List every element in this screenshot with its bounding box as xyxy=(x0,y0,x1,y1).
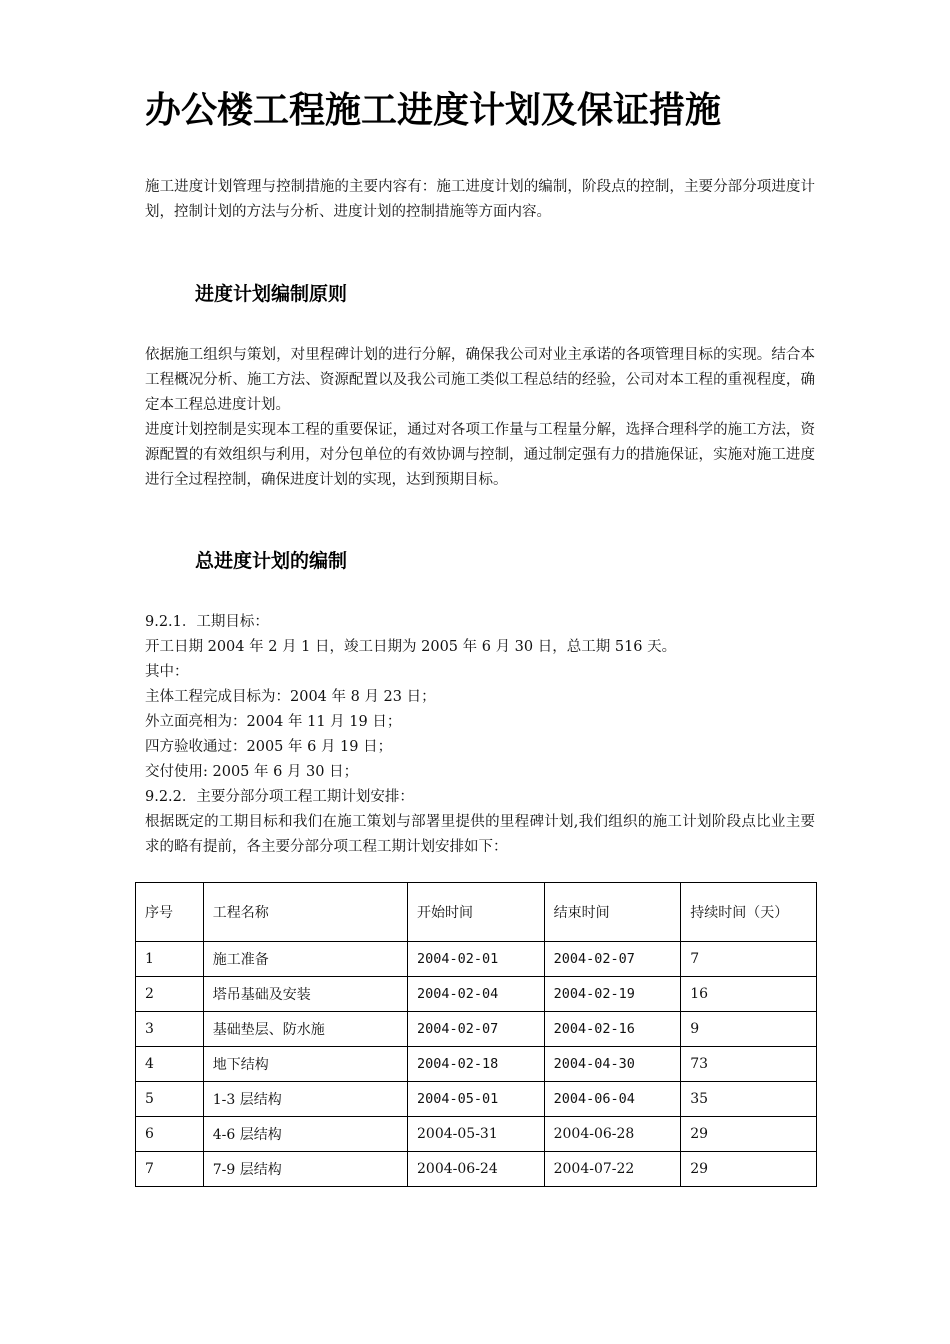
table-row xyxy=(136,977,817,1012)
table-row xyxy=(136,1012,817,1047)
table-header-row xyxy=(136,883,817,942)
schedule-closing-paragraph: 根据既定的工期目标和我们在施工策划与部署里提供的里程碑计划,我们组织的施工计划阶段点比业主要求的略有提前，各主要分部分项工程工期计划安排如下： xyxy=(145,814,815,855)
schedule-line: 主体工程完成目标为：2004 年 8 月 23 日； xyxy=(145,689,436,705)
principles-paragraph-2: 进度计划控制是实现本工程的重要保证，通过对各项工作量与工程量分解，选择合理科学的施工方法，资源配置的有效组织与利用，对分包单位的有效协调与控制，通过制定强有力的措施保证，实施对施工进度进行全过程控制，确保进度计划的实现，达到预期目标。 xyxy=(145,422,815,488)
cell-duration: 35 xyxy=(681,1082,817,1117)
cell-name: 施工准备 xyxy=(203,942,407,977)
cell-duration: 16 xyxy=(681,977,817,1012)
table-row xyxy=(136,1047,817,1082)
schedule-line: 开工日期 2004 年 2 月 1 日，竣工日期为 2005 年 6 月 30 日，总工期 516 天。 xyxy=(145,639,677,655)
schedule-line: 其中： xyxy=(145,664,189,680)
cell-name: 地下结构 xyxy=(203,1047,407,1082)
cell-name: 4-6 层结构 xyxy=(203,1117,407,1152)
header-cell-start: 开始时间 xyxy=(408,883,545,942)
cell-name: 7-9 层结构 xyxy=(203,1152,407,1187)
schedule-line: 四方验收通过：2005 年 6 月 19 日； xyxy=(145,739,393,755)
cell-start: 2004-02-01 xyxy=(408,942,545,977)
cell-index: 5 xyxy=(136,1082,204,1117)
cell-start: 2004-02-04 xyxy=(408,977,545,1012)
cell-end: 2004-02-16 xyxy=(544,1012,681,1047)
section-heading-master-schedule: 总进度计划的编制 xyxy=(195,550,348,572)
document-title: 办公楼工程施工进度计划及保证措施 xyxy=(145,90,722,131)
cell-index: 1 xyxy=(136,942,204,977)
cell-index: 3 xyxy=(136,1012,204,1047)
cell-duration: 73 xyxy=(681,1047,817,1082)
cell-index: 7 xyxy=(136,1152,204,1187)
cell-end: 2004-02-07 xyxy=(544,942,681,977)
schedule-table xyxy=(135,882,817,1187)
cell-duration: 29 xyxy=(681,1117,817,1152)
cell-name: 塔吊基础及安装 xyxy=(203,977,407,1012)
header-cell-duration: 持续时间（天） xyxy=(681,883,817,942)
cell-index: 4 xyxy=(136,1047,204,1082)
schedule-line: 9.2.2．主要分部分项工程工期计划安排： xyxy=(145,789,414,805)
cell-index: 6 xyxy=(136,1117,204,1152)
principles-paragraph-1: 依据施工组织与策划，对里程碑计划的进行分解，确保我公司对业主承诺的各项管理目标的实现。结合本工程概况分析、施工方法、资源配置以及我公司施工类似工程总结的经验，公司对本工程的重视程度，确定本工程总进度计划。 xyxy=(145,347,815,413)
cell-duration: 7 xyxy=(681,942,817,977)
table-row xyxy=(136,1152,817,1187)
header-cell-end: 结束时间 xyxy=(544,883,681,942)
cell-end: 2004-06-28 xyxy=(544,1117,681,1152)
cell-duration: 29 xyxy=(681,1152,817,1187)
header-cell-index: 序号 xyxy=(136,883,204,942)
cell-start: 2004-05-01 xyxy=(408,1082,545,1117)
cell-name: 基础垫层、防水施 xyxy=(203,1012,407,1047)
section-heading-principles: 进度计划编制原则 xyxy=(195,283,348,305)
cell-end: 2004-06-04 xyxy=(544,1082,681,1117)
cell-start: 2004-02-07 xyxy=(408,1012,545,1047)
header-cell-name: 工程名称 xyxy=(203,883,407,942)
schedule-line: 9.2.1．工期目标： xyxy=(145,614,269,630)
schedule-line: 外立面亮相为：2004 年 11 月 19 日； xyxy=(145,714,402,730)
cell-end: 2004-07-22 xyxy=(544,1152,681,1187)
table-row xyxy=(136,1082,817,1117)
cell-start: 2004-05-31 xyxy=(408,1117,545,1152)
cell-duration: 9 xyxy=(681,1012,817,1047)
table-row xyxy=(136,1117,817,1152)
cell-start: 2004-06-24 xyxy=(408,1152,545,1187)
cell-index: 2 xyxy=(136,977,204,1012)
cell-end: 2004-04-30 xyxy=(544,1047,681,1082)
cell-start: 2004-02-18 xyxy=(408,1047,545,1082)
intro-paragraph: 施工进度计划管理与控制措施的主要内容有：施工进度计划的编制，阶段点的控制，主要分部分项进度计划，控制计划的方法与分析、进度计划的控制措施等方面内容。 xyxy=(145,179,815,220)
cell-name: 1-3 层结构 xyxy=(203,1082,407,1117)
table-row xyxy=(136,942,817,977)
cell-end: 2004-02-19 xyxy=(544,977,681,1012)
schedule-line: 交付使用: 2005 年 6 月 30 日； xyxy=(145,764,359,780)
